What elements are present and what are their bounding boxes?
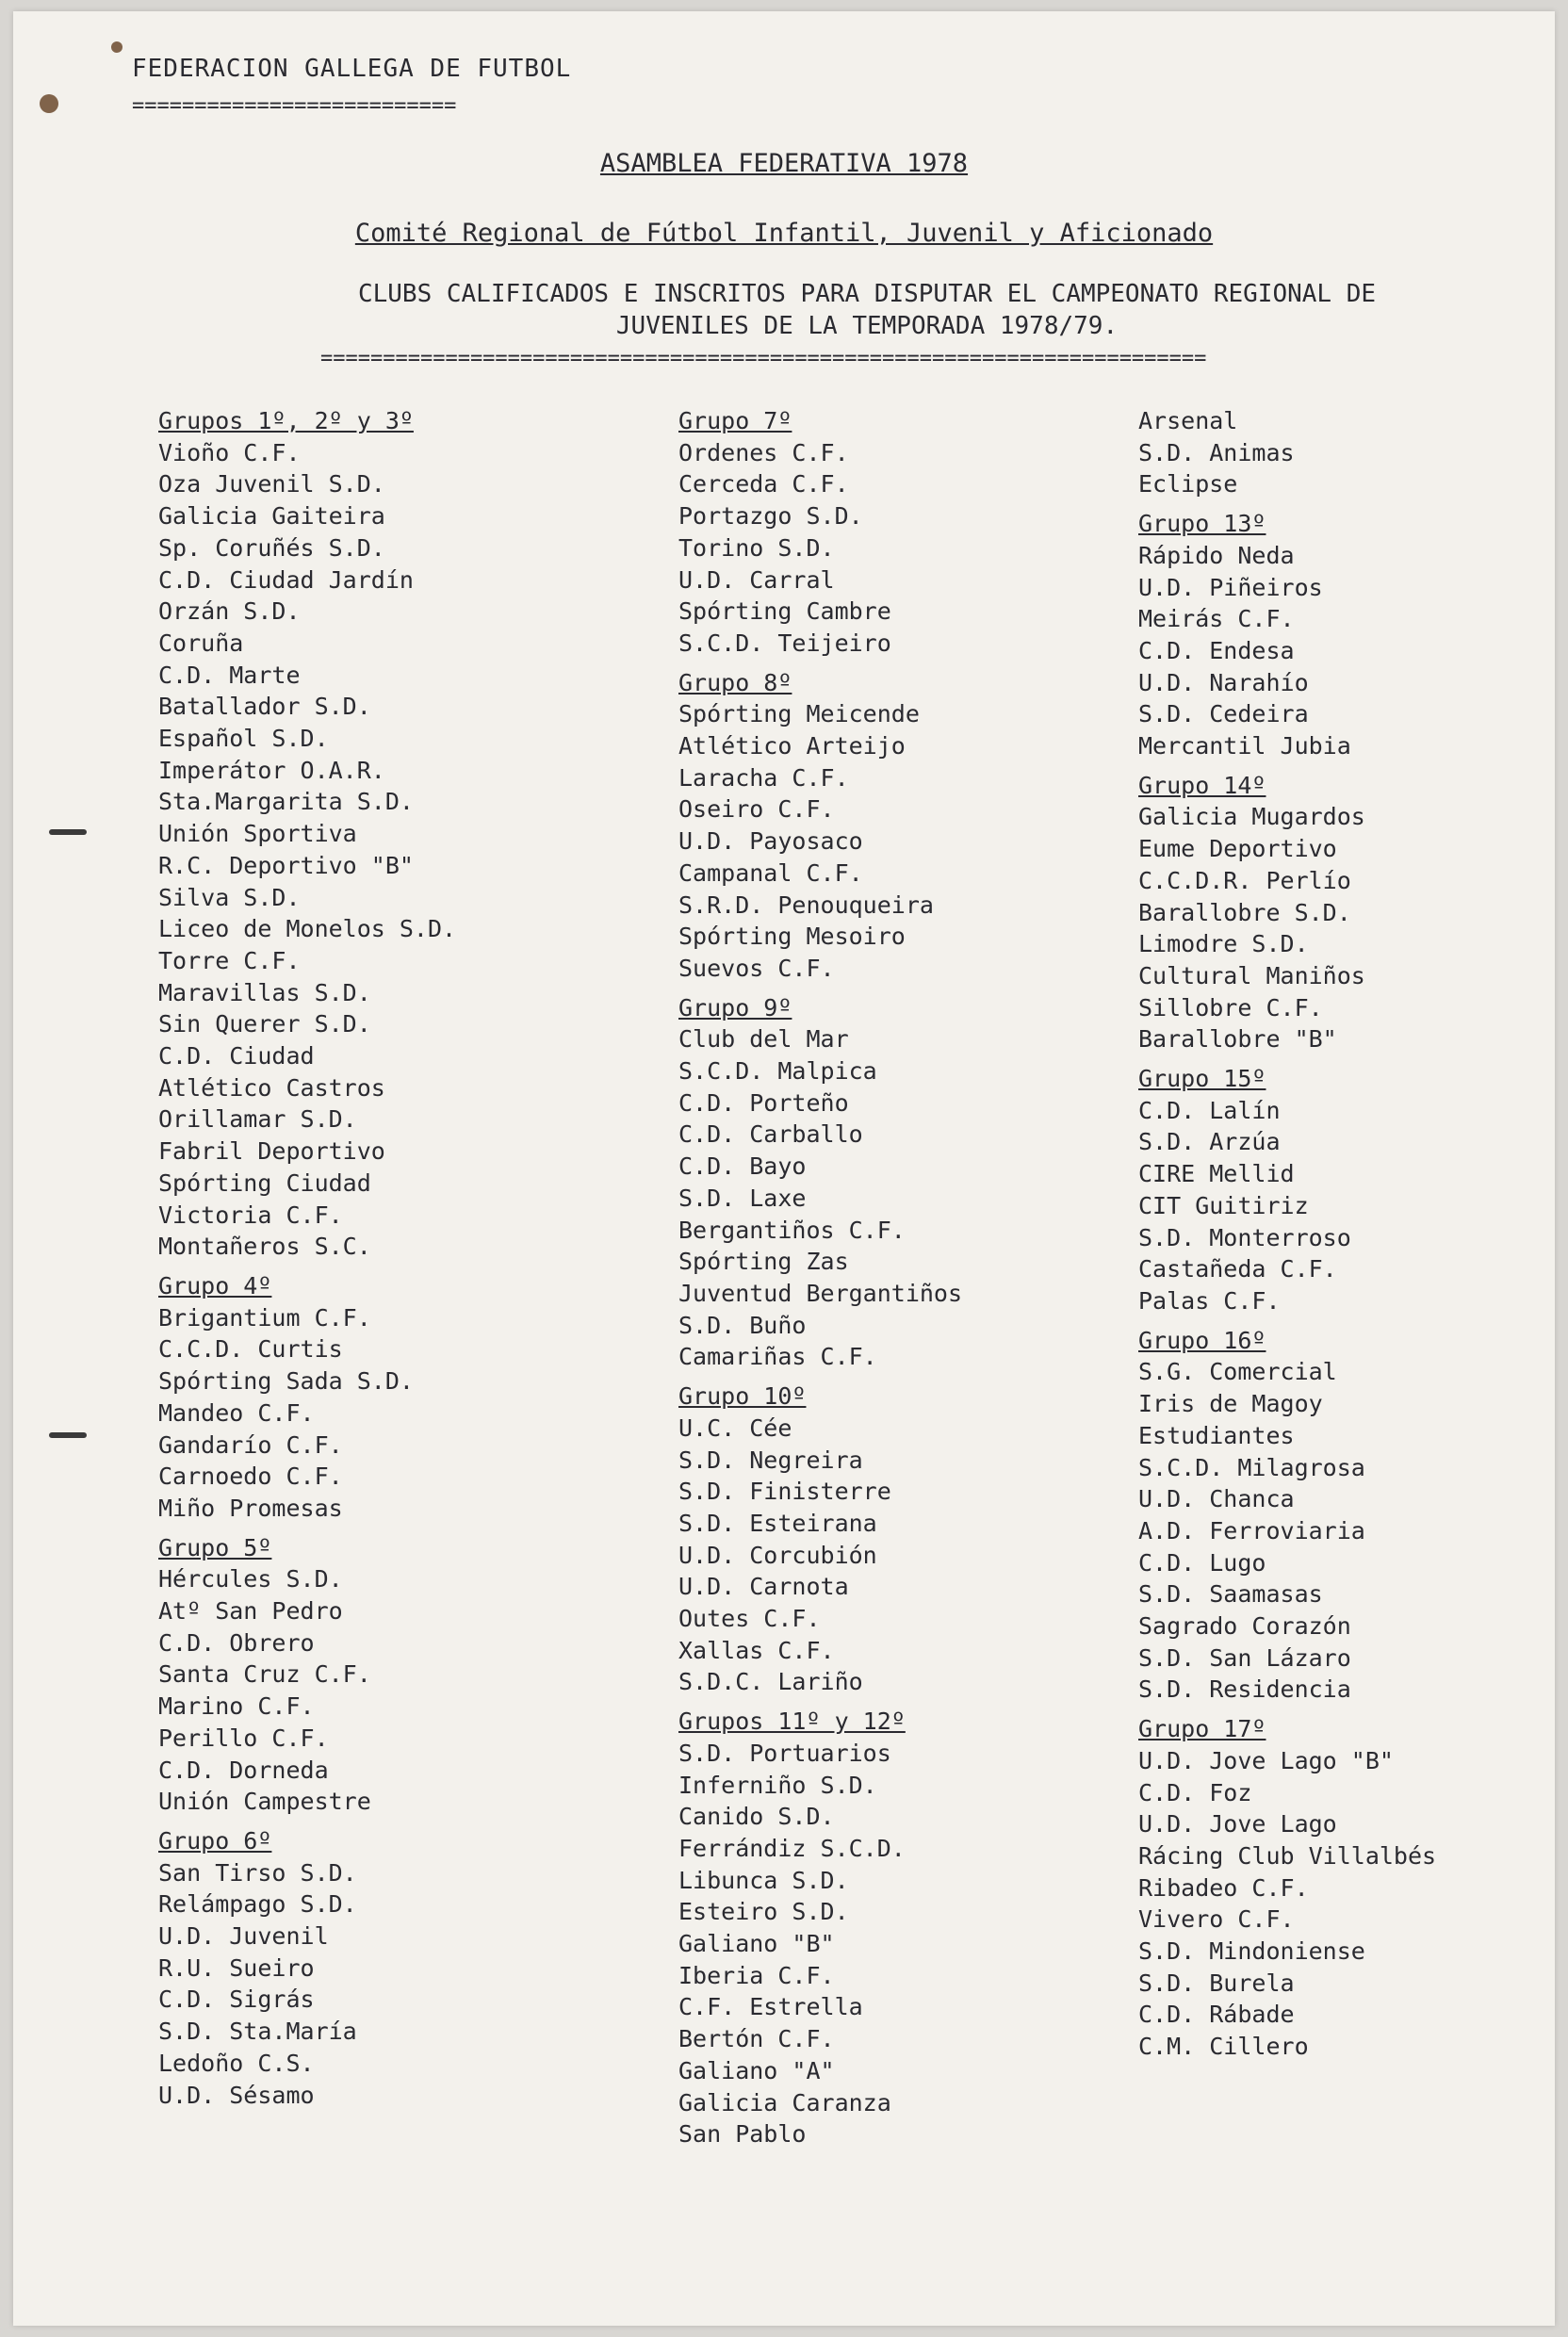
- club-entry: Outes C.F.: [678, 1605, 821, 1633]
- club-entry: Libunca S.D.: [678, 1866, 849, 1894]
- club-entry: Palas C.F.: [1138, 1286, 1281, 1315]
- club-entry: Oza Juvenil S.D.: [158, 470, 385, 498]
- group-heading: Grupo 15º: [1138, 1065, 1266, 1093]
- club-entry: Perillo C.F.: [158, 1724, 329, 1752]
- club-entry: S.D. Laxe: [678, 1184, 807, 1212]
- club-entry: Eclipse: [1138, 470, 1238, 498]
- club-entry: S.D. Arzúa: [1138, 1128, 1281, 1156]
- group-heading: Grupo 14º: [1138, 771, 1266, 799]
- club-entry: Mercantil Jubia: [1138, 732, 1351, 760]
- club-entry: Spórting Ciudad: [158, 1168, 371, 1197]
- heading-line-1: CLUBS CALIFICADOS E INSCRITOS PARA DISPUTAR EL CAMPEONATO REGIONAL DE: [357, 280, 1377, 308]
- club-entry: Bergantiños C.F.: [678, 1216, 906, 1244]
- club-entry: S.D. Negreira: [678, 1446, 863, 1474]
- club-entry: Torre C.F.: [158, 946, 301, 974]
- ink-spot: [111, 41, 122, 53]
- club-entry: Sin Querer S.D.: [158, 1010, 371, 1038]
- club-entry: Sp. Coruñés S.D.: [158, 533, 385, 562]
- club-entry: S.D. Esteirana: [678, 1509, 877, 1537]
- club-entry: C.D. Lalín: [1138, 1096, 1281, 1124]
- club-entry: Galicia Caranza: [678, 2088, 891, 2116]
- group-heading: Grupo 7º: [678, 407, 792, 434]
- club-entry: C.D. Ciudad Jardín: [158, 565, 414, 594]
- club-entry: Maravillas S.D.: [158, 978, 371, 1006]
- club-entry: Inferniño S.D.: [678, 1771, 877, 1799]
- club-entry: Barallobre S.D.: [1138, 898, 1351, 926]
- group-heading: Grupo 4º: [158, 1271, 272, 1299]
- club-entry: C.D. Ciudad: [158, 1042, 315, 1070]
- club-entry: Spórting Sada S.D.: [158, 1367, 414, 1396]
- club-entry: Ferrándiz S.C.D.: [678, 1834, 906, 1862]
- group-heading: Grupo 16º: [1138, 1326, 1266, 1354]
- club-entry: Batallador S.D.: [158, 693, 371, 721]
- group-heading: Grupo 13º: [1138, 510, 1266, 538]
- club-entry: Ledoño C.S.: [158, 2049, 315, 2077]
- club-entry: S.D.C. Lariño: [678, 1668, 863, 1696]
- group-heading: Grupos 1º, 2º y 3º: [158, 407, 414, 434]
- club-entry: U.D. Chanca: [1138, 1485, 1295, 1513]
- club-entry: S.C.D. Teijeiro: [678, 629, 891, 657]
- club-entry: Galiano "A": [678, 2056, 835, 2084]
- club-entry: Camariñas C.F.: [678, 1343, 877, 1371]
- club-entry: Cultural Maniños: [1138, 961, 1365, 989]
- club-entry: Oseiro C.F.: [678, 795, 835, 824]
- club-entry: Galicia Mugardos: [1138, 803, 1365, 831]
- club-entry: Sta.Margarita S.D.: [158, 788, 414, 816]
- column-3: [1138, 405, 1568, 2063]
- club-entry: C.D. Foz: [1138, 1778, 1252, 1806]
- group-heading: Grupo 5º: [158, 1533, 272, 1561]
- club-entry: Vioño C.F.: [158, 438, 301, 466]
- club-entry: Eume Deportivo: [1138, 835, 1337, 863]
- club-entry: S.D. San Lázaro: [1138, 1643, 1351, 1672]
- club-entry: Canido S.D.: [678, 1803, 835, 1831]
- club-entry: CIRE Mellid: [1138, 1160, 1295, 1188]
- group-heading: Grupo 9º: [678, 993, 792, 1021]
- club-entry: Orzán S.D.: [158, 597, 301, 626]
- club-entry: C.D. Porteño: [678, 1088, 849, 1117]
- club-entry: Atlético Castros: [158, 1073, 385, 1102]
- club-entry: Santa Cruz C.F.: [158, 1660, 371, 1689]
- club-entry: R.C. Deportivo "B": [158, 851, 414, 879]
- club-entry: U.D. Piñeiros: [1138, 573, 1323, 601]
- club-entry: C.D. Endesa: [1138, 636, 1295, 664]
- group-heading: Grupo 8º: [678, 668, 792, 696]
- group-heading: Grupo 6º: [158, 1826, 272, 1855]
- club-entry: Club del Mar: [678, 1025, 849, 1054]
- club-entry: Rápido Neda: [1138, 541, 1295, 569]
- club-entry: C.D. Rábade: [1138, 2001, 1295, 2029]
- club-entry: Torino S.D.: [678, 533, 835, 562]
- club-entry: U.D. Jove Lago "B": [1138, 1746, 1394, 1774]
- club-entry: S.D. Monterroso: [1138, 1223, 1351, 1251]
- club-entry: Atº San Pedro: [158, 1597, 343, 1626]
- club-entry: S.D. Residencia: [1138, 1675, 1351, 1704]
- club-entry: Spórting Cambre: [678, 597, 891, 626]
- club-entry: Unión Campestre: [158, 1788, 371, 1816]
- club-entry: Xallas C.F.: [678, 1636, 835, 1664]
- club-entry: Juventud Bergantiños: [678, 1279, 963, 1307]
- club-entry: Bertón C.F.: [678, 2025, 835, 2053]
- assembly-title: ASAMBLEA FEDERATIVA 1978: [599, 149, 969, 178]
- club-entry: U.D. Payosaco: [678, 827, 863, 856]
- club-entry: Sagrado Corazón: [1138, 1612, 1351, 1641]
- club-entry: S.D. Saamasas: [1138, 1580, 1323, 1609]
- club-entry: C.C.D. Curtis: [158, 1335, 343, 1364]
- club-entry: U.D. Carral: [678, 565, 835, 594]
- club-entry: Spórting Mesoiro: [678, 923, 906, 951]
- club-entry: U.D. Corcubión: [678, 1541, 877, 1569]
- club-entry: Español S.D.: [158, 725, 329, 753]
- club-entry: Vivero C.F.: [1138, 1905, 1295, 1934]
- club-entry: Liceo de Monelos S.D.: [158, 915, 457, 943]
- club-entry: S.D. Buño: [678, 1311, 807, 1339]
- club-entry: Estudiantes: [1138, 1421, 1295, 1449]
- club-entry: U.D. Sésamo: [158, 2081, 315, 2109]
- club-entry: Galiano "B": [678, 1930, 835, 1958]
- club-entry: Spórting Zas: [678, 1248, 849, 1276]
- club-entry: Cerceda C.F.: [678, 470, 849, 498]
- club-entry: S.D. Animas: [1138, 438, 1295, 466]
- federation-underline: ==========================: [132, 94, 457, 118]
- club-entry: Meirás C.F.: [1138, 605, 1295, 633]
- club-entry: Suevos C.F.: [678, 954, 835, 982]
- club-entry: S.D. Sta.María: [158, 2018, 357, 2046]
- club-entry: Portazgo S.D.: [678, 502, 863, 531]
- column-1: [158, 405, 629, 2111]
- heading-rule: =======================================================================: [320, 347, 1207, 370]
- club-entry: Relámpago S.D.: [158, 1890, 357, 1919]
- club-entry: U.D. Narahío: [1138, 668, 1309, 696]
- federation-name: FEDERACION GALLEGA DE FUTBOL: [132, 55, 572, 83]
- club-entry: C.M. Cillero: [1138, 2033, 1309, 2061]
- club-entry: S.C.D. Milagrosa: [1138, 1453, 1365, 1481]
- club-entry: C.D. Carballo: [678, 1120, 863, 1149]
- club-entry: C.D. Dorneda: [158, 1756, 329, 1784]
- club-entry: Limodre S.D.: [1138, 930, 1309, 958]
- club-entry: S.D. Burela: [1138, 1969, 1295, 1997]
- club-entry: U.D. Jove Lago: [1138, 1810, 1337, 1839]
- punch-mark-lower: [49, 1432, 87, 1438]
- club-entry: Esteiro S.D.: [678, 1898, 849, 1926]
- club-entry: U.C. Cée: [678, 1414, 792, 1442]
- club-entry: C.D. Obrero: [158, 1628, 315, 1657]
- club-entry: Silva S.D.: [158, 883, 301, 911]
- group-heading: Grupos 11º y 12º: [678, 1708, 906, 1736]
- club-entry: Castañeda C.F.: [1138, 1255, 1337, 1283]
- club-entry: Gandarío C.F.: [158, 1430, 343, 1459]
- club-entry: Laracha C.F.: [678, 763, 849, 792]
- club-entry: Marino C.F.: [158, 1692, 315, 1721]
- committee-subtitle: Comité Regional de Fútbol Infantil, Juvenil y Aficionado: [354, 219, 1214, 248]
- club-entry: CIT Guitiriz: [1138, 1191, 1309, 1219]
- club-entry: C.D. Marte: [158, 661, 301, 689]
- club-entry: Carnoedo C.F.: [158, 1463, 343, 1491]
- club-entry: S.D. Finisterre: [678, 1478, 891, 1506]
- club-entry: C.F. Estrella: [678, 1993, 863, 2021]
- club-entry: Ordenes C.F.: [678, 438, 849, 466]
- club-entry: U.D. Carnota: [678, 1573, 849, 1601]
- club-entry: San Tirso S.D.: [158, 1858, 357, 1887]
- club-entry: Spórting Meicende: [678, 700, 920, 728]
- club-entry: S.D. Cedeira: [1138, 700, 1309, 728]
- club-entry: Sillobre C.F.: [1138, 993, 1323, 1021]
- column-2: [678, 405, 1150, 2150]
- club-entry: Hércules S.D.: [158, 1565, 343, 1593]
- group-heading: Grupo 10º: [678, 1382, 807, 1411]
- club-entry: Campanal C.F.: [678, 858, 863, 887]
- punch-mark-middle: [49, 829, 87, 835]
- club-entry: S.R.D. Penouqueira: [678, 891, 934, 919]
- club-entry: R.U. Sueiro: [158, 1953, 315, 1982]
- club-entry: Ribadeo C.F.: [1138, 1873, 1309, 1902]
- group-heading: Grupo 17º: [1138, 1715, 1266, 1743]
- club-entry: C.D. Sigrás: [158, 1986, 315, 2014]
- club-entry: C.C.D.R. Perlío: [1138, 866, 1351, 894]
- club-entry: Imperátor O.A.R.: [158, 756, 385, 784]
- club-entry: Coruña: [158, 629, 244, 657]
- club-entry: Miño Promesas: [158, 1494, 343, 1522]
- club-entry: San Pablo: [678, 2120, 807, 2149]
- club-entry: Iberia C.F.: [678, 1961, 835, 1989]
- club-entry: Rácing Club Villalbés: [1138, 1841, 1437, 1870]
- club-entry: Brigantium C.F.: [158, 1303, 371, 1332]
- club-entry: S.G. Comercial: [1138, 1358, 1337, 1386]
- document-heading: [320, 278, 1413, 342]
- club-entry: Unión Sportiva: [158, 820, 357, 848]
- club-entry: Iris de Magoy: [1138, 1390, 1323, 1418]
- club-entry: Atlético Arteijo: [678, 732, 906, 760]
- club-entry: Orillamar S.D.: [158, 1105, 357, 1134]
- heading-line-2: JUVENILES DE LA TEMPORADA 1978/79.: [615, 312, 1119, 340]
- club-entry: S.D. Mindoniense: [1138, 1937, 1365, 1966]
- club-entry: Fabril Deportivo: [158, 1137, 385, 1166]
- club-entry: Galicia Gaiteira: [158, 502, 385, 531]
- club-entry: Barallobre "B": [1138, 1025, 1337, 1054]
- punch-hole-top: [40, 94, 58, 113]
- club-entry: C.D. Lugo: [1138, 1548, 1266, 1577]
- club-entry: Arsenal: [1138, 407, 1238, 434]
- club-entry: Victoria C.F.: [158, 1201, 343, 1229]
- club-entry: U.D. Juvenil: [158, 1922, 329, 1951]
- club-entry: Montañeros S.C.: [158, 1233, 371, 1261]
- club-entry: S.D. Portuarios: [678, 1739, 891, 1767]
- club-entry: A.D. Ferroviaria: [1138, 1516, 1365, 1544]
- club-entry: Mandeo C.F.: [158, 1398, 315, 1427]
- club-entry: S.C.D. Malpica: [678, 1057, 877, 1086]
- club-entry: C.D. Bayo: [678, 1152, 807, 1181]
